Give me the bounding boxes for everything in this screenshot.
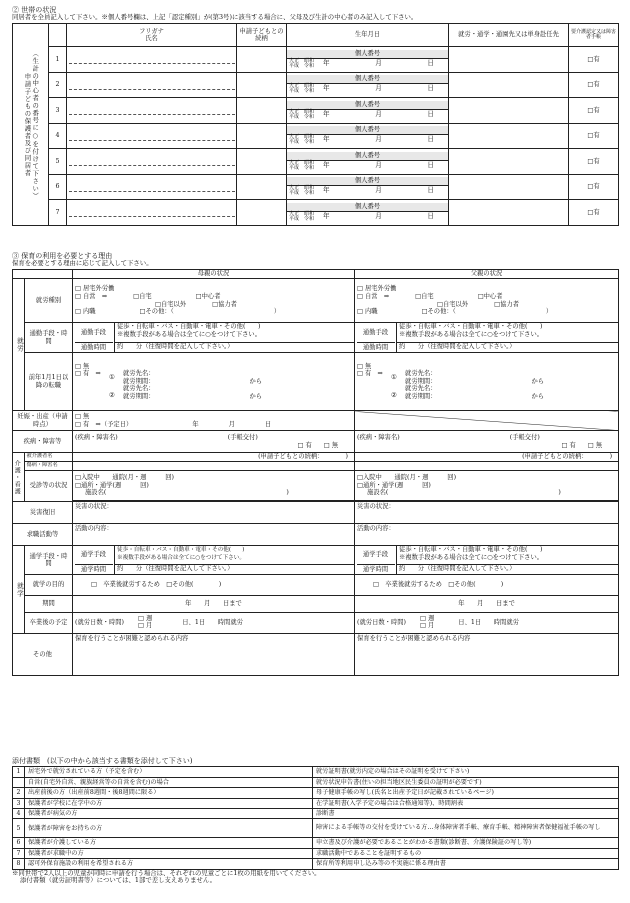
personal-number-label: 個人番号 — [287, 152, 448, 161]
attachments-footnote-1: ※同世帯で2人以上の児童が同時に申請を行う場合は、それぞれの児童ごとに1枚の用紙を用いてください。 — [12, 868, 321, 877]
relation-field[interactable] — [237, 149, 287, 175]
work-field[interactable] — [449, 149, 569, 175]
father-pregnancy-na — [355, 411, 619, 431]
work-field[interactable] — [449, 123, 569, 149]
father-study-period[interactable]: 年 月 日まで — [355, 596, 619, 613]
col-name: フリガナ 氏名 — [67, 24, 237, 47]
attachment-row: 4 保護者が病気の方 診断書 — [13, 808, 619, 818]
household-heading: ② 世帯の状況 — [12, 6, 57, 14]
relation-field[interactable] — [237, 200, 287, 226]
care-checkbox[interactable]: □有 — [569, 174, 619, 200]
birth-field[interactable]: 個人番号 大正 昭和 平成 令和 年 月 日 — [287, 98, 449, 124]
birth-field[interactable]: 個人番号 大正 昭和 平成 令和 年 月 日 — [287, 200, 449, 226]
disease-name-label: 傷病・障害名 — [25, 462, 73, 471]
reason-note: 保育を必要とする理由に応じて記入して下さい。 — [12, 259, 153, 268]
work-field[interactable] — [449, 98, 569, 124]
attachments-heading: 添付書類 (以下の中から該当する書類を添付して下さい) — [12, 757, 193, 765]
household-row — [13, 149, 619, 175]
after-graduation-label: 卒業後の予定 — [25, 613, 73, 634]
category-work: 就労 — [13, 279, 25, 411]
care-checkbox[interactable]: □有 — [569, 200, 619, 226]
mother-job-change[interactable]: □ 無 □ 有 ⇒ ① ② 就労先名： 就労期間： から 就労先名： 就労期間： から — [73, 353, 355, 411]
mother-header: 母親の状況 — [73, 270, 355, 279]
job-search-label: 求職活動等 — [13, 524, 73, 546]
attachments-table — [12, 766, 619, 869]
work-field[interactable] — [449, 47, 569, 73]
row-number: 5 — [49, 149, 67, 175]
attachment-row: 自営(自宅外自営、親族経営等の自営を含む)の場合 就労状況申告書(住いの担当地区民生委員の証明が必要です) — [13, 777, 619, 787]
mother-commute-field[interactable]: 徒歩・自転車・バス・自動車・電車・その他( ) ※複数手段がある場合は全てに○をつけて下さい。 約 分（往復時間を記入して下さい。） — [115, 323, 355, 353]
mother-study-commute[interactable]: 徒歩・自転車・バス・自動車・電車・その他( ) ※複数手段がある場合は全てに○をつけて下さい。 約 分（往復時間を記入して下さい。） — [115, 546, 355, 575]
mother-after-graduation[interactable]: (就労日数・時間) □ 週 □ 月 日、1日 時間就労 — [73, 613, 355, 634]
care-checkbox[interactable]: □有 — [569, 47, 619, 73]
care-checkbox[interactable]: □有 — [569, 72, 619, 98]
mother-cared-relation[interactable]: (申請子どもとの続柄： ) — [73, 453, 355, 462]
row-number: 4 — [49, 123, 67, 149]
reason-heading: ③ 保育の利用を必要とする理由 — [12, 252, 113, 260]
treatment-label: 受診等の状況 — [25, 471, 73, 502]
work-type-label: 就労種別 — [25, 279, 73, 323]
row-number: 6 — [49, 174, 67, 200]
name-field[interactable] — [67, 123, 237, 149]
disaster-label: 災害復旧 — [13, 502, 73, 524]
father-study-purpose[interactable]: □ 卒業後就労するため □その他( ) — [355, 575, 619, 596]
relation-field[interactable] — [237, 123, 287, 149]
pregnancy-label: 妊娠・出産（申請時点） — [13, 411, 73, 431]
study-period-label: 期間 — [25, 596, 73, 613]
mother-job-search[interactable]: 活動の内容： — [73, 524, 355, 546]
study-purpose-label: 就学の目的 — [25, 575, 73, 596]
household-side-label: 申請子どもの保護者及び同居者 （生計の中心者の番号に○を付けて下さい） — [13, 24, 49, 226]
care-checkbox[interactable]: □有 — [569, 98, 619, 124]
mother-pregnancy[interactable]: □ 無 □ 有 ⇒（予定日） 年 月 日 — [73, 411, 355, 431]
relation-field[interactable] — [237, 98, 287, 124]
birth-field[interactable]: 個人番号 大正 昭和 平成 令和 年 月 日 — [287, 123, 449, 149]
father-disease-name[interactable] — [355, 462, 619, 471]
father-disaster[interactable]: 災害の状況： — [355, 502, 619, 524]
personal-number-label: 個人番号 — [287, 101, 448, 110]
attachment-row: 6 保護者が介護している方 申立書及び介護が必要であることがわかる書類(診断書、介護保険証の写し等) — [13, 838, 619, 848]
mother-commute-means-label: 通勤手段 通勤時間 — [73, 323, 115, 353]
father-cared-relation[interactable]: (申請子どもとの続柄： ) — [355, 453, 619, 462]
household-row — [13, 72, 619, 98]
birth-field[interactable]: 個人番号 大正 昭和 平成 令和 年 月 日 — [287, 149, 449, 175]
mother-disaster[interactable]: 災害の状況： — [73, 502, 355, 524]
mother-treatment[interactable]: □入院中 通院(月・週 回) □通所・通学(週 回) 施設名( ) — [73, 471, 355, 501]
name-field[interactable] — [67, 47, 237, 73]
attachment-row: 5 保護者が障害をお持ちの方 障害による手帳等の交付を受けている方…身体障害者手帳、療育手帳、精神障害者保健福祉手帳の写し — [13, 819, 619, 838]
attachments-footnote-2: 添付書類（就労証明書等）については、1部で差し支えありません。 — [20, 876, 217, 885]
col-work: 就労・通学・通園先又は単身赴任先 — [449, 24, 569, 47]
father-commute-field[interactable]: 徒歩・自転車・バス・自動車・電車・その他( ) ※複数手段がある場合は全てに○をつけて下さい。 約 分（往復時間を記入して下さい。） — [397, 323, 619, 353]
category-study: 就学 — [13, 546, 25, 634]
mother-study-purpose[interactable]: □ 卒業後就労するため □その他( ) — [73, 575, 355, 596]
attachment-row: 8 認可外保育施設の利用を希望される方 保育所等利用申し込み等の不実施に係る理由書 — [13, 859, 619, 869]
work-field[interactable] — [449, 174, 569, 200]
household-section — [12, 6, 618, 226]
father-job-change[interactable]: □ 無 □ 有 ⇒ ① ② 就労先名： 就労期間： から 就労先名： 就労期間： から — [355, 353, 619, 411]
work-field[interactable] — [449, 72, 569, 98]
household-row — [13, 98, 619, 124]
father-treatment[interactable]: □入院中 通院(月・週 回) □通所・通学(週 回) 施設名( ) — [355, 471, 619, 501]
care-checkbox[interactable]: □有 — [569, 123, 619, 149]
father-work-type[interactable]: □ 居宅外労働 □ 自営 ⇒ □自宅 □中心者 □自宅以外 □協力者 □ 内職 □その他：（ ） — [355, 279, 619, 323]
job-change-label: 前年1月1日以降の転職 — [25, 353, 73, 411]
household-row — [13, 200, 619, 226]
mother-work-type[interactable]: □ 居宅外労働 □ 自営 ⇒ □自宅 □中心者 □自宅以外 □協力者 □ 内職 □その他：（ ） — [73, 279, 355, 323]
work-field[interactable] — [449, 200, 569, 226]
father-header: 父親の状況 — [355, 270, 619, 279]
relation-field[interactable] — [237, 174, 287, 200]
household-row — [13, 47, 619, 73]
father-commute-means-label: 通勤手段 通勤時間 — [355, 323, 397, 353]
mother-study-period[interactable]: 年 月 日まで — [73, 596, 355, 613]
personal-number-label: 個人番号 — [287, 126, 448, 135]
other-label: その他 — [13, 634, 73, 676]
household-note: 同居者を全員記入して下さい。※個人番号欄は、上記「認定種別」が(第3号)に該当する場合に、父母及び生計の中心者のみ記入して下さい。 — [12, 13, 418, 22]
father-after-graduation[interactable]: (就労日数・時間) □ 週 □ 月 日、1日 時間就労 — [355, 613, 619, 634]
birth-field[interactable]: 個人番号 大正 昭和 平成 令和 年 月 日 — [287, 47, 449, 73]
col-care: 要介護認定又は障害者手帳 — [569, 24, 619, 47]
mother-study-means-label: 通学手段 通学時間 — [73, 546, 115, 575]
name-field[interactable] — [67, 174, 237, 200]
household-row — [13, 174, 619, 200]
col-relation: 申請子どもとの続柄 — [237, 24, 287, 47]
father-other[interactable]: 保育を行うことが困難と認められる内容 — [355, 634, 619, 676]
attachment-row: 1 居宅外で就労されている方（予定を含む） 就労証明書(就労内定の場合はその証明を受けて下さい) — [13, 767, 619, 777]
birth-field[interactable]: 個人番号 大正 昭和 平成 令和 年 月 日 — [287, 174, 449, 200]
row-number: 1 — [49, 47, 67, 73]
name-field[interactable] — [67, 72, 237, 98]
row-number: 3 — [49, 98, 67, 124]
name-field[interactable] — [67, 98, 237, 124]
attachment-row: 3 保護者が学校に在学中の方 在学証明書(入学予定の場合は合格通知等)、時間割表 — [13, 798, 619, 808]
personal-number-label: 個人番号 — [287, 177, 448, 186]
mother-other[interactable]: 保育を行うことが困難と認められる内容 — [73, 634, 355, 676]
household-row — [13, 123, 619, 149]
attachment-row: 7 保護者が求職中の方 求職活動中であることを証明するもの — [13, 848, 619, 858]
attachments-section — [12, 757, 618, 885]
childcare-reason-section — [12, 252, 618, 676]
cared-person-label: 被介護者名 — [25, 453, 73, 462]
care-checkbox[interactable]: □有 — [569, 149, 619, 175]
row-number: 7 — [49, 200, 67, 226]
name-field[interactable] — [67, 200, 237, 226]
relation-field[interactable] — [237, 72, 287, 98]
category-care: 介護・看護 — [13, 453, 25, 502]
father-study-means-label: 通学手段 通学時間 — [355, 546, 397, 575]
name-field[interactable] — [67, 149, 237, 175]
household-table — [12, 23, 619, 226]
father-disease[interactable]: (疾病・障害名) (手帳交付) □ 有 □ 無 — [355, 431, 619, 453]
study-commute-label: 通学手段・時間 — [25, 546, 73, 575]
personal-number-label: 個人番号 — [287, 203, 448, 212]
relation-field[interactable] — [237, 47, 287, 73]
col-birth: 生年月日 — [287, 24, 449, 47]
reason-table — [12, 269, 619, 676]
attachment-row: 2 出産前後の方（出産前8週間・後8週間に限る） 母子健康手帳の写し(氏名と出産予定日が記載されているページ) — [13, 788, 619, 798]
personal-number-label: 個人番号 — [287, 75, 448, 84]
mother-disease[interactable]: (疾病・障害名) (手帳交付) □ 有 □ 無 — [73, 431, 355, 453]
mother-disease-name[interactable] — [73, 462, 355, 471]
father-study-commute[interactable]: 徒歩・自転車・バス・自動車・電車・その他( ) ※複数手段がある場合は全てに○をつけて下さい。 約 分（往復時間を記入して下さい。） — [397, 546, 619, 575]
disease-label: 疾病・障害等 — [13, 431, 73, 453]
row-number: 2 — [49, 72, 67, 98]
personal-number-label: 個人番号 — [287, 50, 448, 59]
birth-field[interactable]: 個人番号 大正 昭和 平成 令和 年 月 日 — [287, 72, 449, 98]
father-job-search[interactable]: 活動の内容： — [355, 524, 619, 546]
commute-label: 通勤手段・時間 — [25, 323, 73, 353]
